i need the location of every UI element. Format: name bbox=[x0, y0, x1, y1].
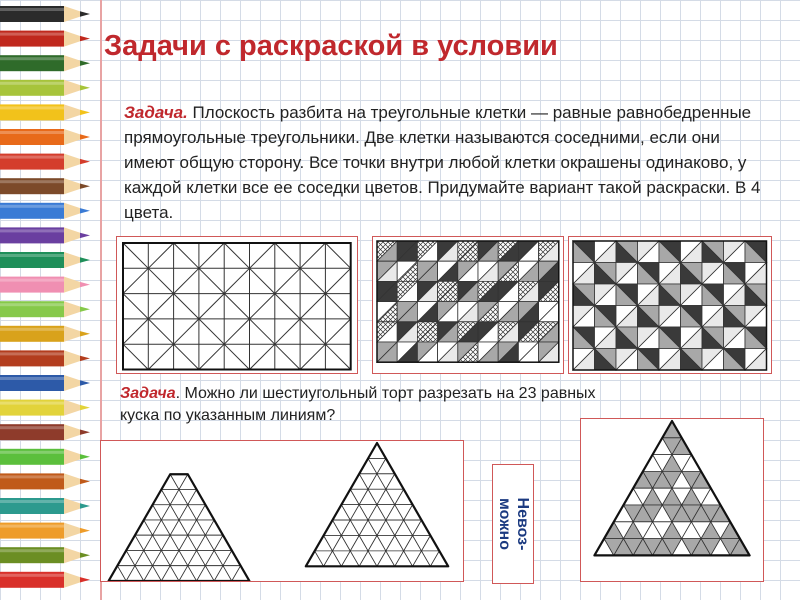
pencil bbox=[0, 227, 90, 243]
diagonal bbox=[224, 243, 249, 268]
diagonal bbox=[275, 344, 300, 369]
pencil-shine bbox=[0, 475, 64, 478]
diagonal bbox=[275, 268, 300, 293]
pencil-tip bbox=[80, 553, 90, 558]
diagonal bbox=[250, 344, 275, 369]
diagonal bbox=[123, 319, 148, 344]
diagonal bbox=[123, 268, 148, 293]
diagonal bbox=[123, 243, 148, 268]
pencil bbox=[0, 104, 90, 120]
diagonal bbox=[199, 243, 224, 268]
pencil-tip bbox=[80, 208, 90, 213]
pencil bbox=[0, 350, 90, 366]
pencil-tip bbox=[80, 159, 90, 164]
diagonal bbox=[300, 294, 325, 319]
diagonal bbox=[123, 344, 148, 369]
pencil-tip bbox=[80, 36, 90, 41]
task-2-label: Задача bbox=[120, 385, 176, 402]
task-2-body: . Можно ли шестиугольный торт разрезать на 23 равных куска по указанным линиям? bbox=[120, 385, 596, 424]
diagonal bbox=[300, 319, 325, 344]
pencil-shine bbox=[0, 205, 64, 208]
pencil-shine bbox=[0, 8, 64, 11]
colored-pencils-decoration bbox=[0, 0, 96, 600]
pencil-tip bbox=[80, 307, 90, 312]
hexagonal-cake-diagrams-panel bbox=[100, 440, 464, 582]
diagonal bbox=[325, 268, 350, 293]
diagonal bbox=[325, 243, 350, 268]
triangle-grid-hatched-panel bbox=[372, 236, 564, 374]
pencil-shine bbox=[0, 500, 64, 503]
pencil-tip bbox=[80, 110, 90, 115]
diagonal bbox=[275, 294, 300, 319]
pencil-tip bbox=[80, 405, 90, 410]
grid-lines bbox=[123, 243, 351, 370]
diagonal bbox=[123, 294, 148, 319]
pencil bbox=[0, 424, 90, 440]
pencil bbox=[0, 154, 90, 170]
pencil-tip bbox=[80, 61, 90, 66]
lattice-triangle bbox=[368, 443, 386, 458]
pencil-shine bbox=[0, 279, 64, 282]
pencil bbox=[0, 277, 90, 293]
pencil-tip bbox=[80, 331, 90, 336]
pencil-tip bbox=[80, 85, 90, 90]
pencil bbox=[0, 6, 90, 22]
diagonal bbox=[224, 344, 249, 369]
diagonal bbox=[224, 294, 249, 319]
diagonal bbox=[174, 243, 199, 268]
pencil-shine bbox=[0, 451, 64, 454]
pencil-tip bbox=[80, 528, 90, 533]
pencil-tip bbox=[80, 503, 90, 508]
pencil-tip bbox=[80, 282, 90, 287]
pencil-shine bbox=[0, 229, 64, 232]
pencil-shine bbox=[0, 33, 64, 36]
diagonal bbox=[224, 319, 249, 344]
task-1-text bbox=[124, 100, 764, 225]
task-1-body: Плоскость разбита на треугольные клетки — равные равнобедренные прямоугольные треугольники. Две клетки называются соседними, если они имеют общую сторону. Все точки внутри любой клетки окрашены одинаково, у каждой клетки все ее соседки цветов. Придумайте вариант такой раскраски. В 4 цвета. bbox=[124, 103, 761, 222]
pencil bbox=[0, 80, 90, 96]
triangle-grid-colored-panel bbox=[568, 236, 772, 374]
pencil bbox=[0, 523, 90, 539]
pencil-shine bbox=[0, 426, 64, 429]
pencil bbox=[0, 326, 90, 342]
pencil-shine bbox=[0, 574, 64, 577]
diagonal bbox=[250, 294, 275, 319]
pencil bbox=[0, 449, 90, 465]
page-title: Задачи с раскраской в условии bbox=[104, 30, 558, 62]
diagonal bbox=[199, 268, 224, 293]
pencil-shine bbox=[0, 106, 64, 109]
diagonal bbox=[199, 344, 224, 369]
diagonal bbox=[148, 294, 173, 319]
pencil-tip bbox=[80, 454, 90, 459]
pencil-shine bbox=[0, 82, 64, 85]
pencil-shine bbox=[0, 352, 64, 355]
pencil bbox=[0, 129, 90, 145]
diagonal bbox=[148, 243, 173, 268]
task-2-text bbox=[120, 383, 600, 427]
pencil bbox=[0, 498, 90, 514]
pencil-tip bbox=[80, 380, 90, 385]
pencil bbox=[0, 547, 90, 563]
pencil-shine bbox=[0, 303, 64, 306]
diagonal bbox=[148, 268, 173, 293]
colored-cake-diagram-panel bbox=[580, 418, 764, 582]
pencil-shine bbox=[0, 156, 64, 159]
pencil-shine bbox=[0, 180, 64, 183]
pencil bbox=[0, 31, 90, 47]
lattice-triangle bbox=[662, 421, 681, 438]
pencil bbox=[0, 400, 90, 416]
diagonal bbox=[325, 319, 350, 344]
pencil-tip bbox=[80, 479, 90, 484]
pencil bbox=[0, 473, 90, 489]
diagonal bbox=[148, 344, 173, 369]
diagonal bbox=[174, 344, 199, 369]
diagonal bbox=[250, 243, 275, 268]
diagonal bbox=[275, 319, 300, 344]
pencil-shine bbox=[0, 549, 64, 552]
pencil-tip bbox=[80, 233, 90, 238]
diagonal bbox=[300, 243, 325, 268]
pencil-tip bbox=[80, 11, 90, 16]
diagonal bbox=[174, 294, 199, 319]
pencil-tip bbox=[80, 257, 90, 262]
diagonal bbox=[300, 268, 325, 293]
triangle-grid-outline-panel bbox=[116, 236, 358, 374]
answer-box bbox=[492, 464, 534, 584]
pencil-tip bbox=[80, 430, 90, 435]
diagonal bbox=[325, 294, 350, 319]
pencil-tip bbox=[80, 134, 90, 139]
task-1-label: Задача. bbox=[124, 103, 188, 122]
pencil-shine bbox=[0, 402, 64, 405]
diagonal bbox=[199, 319, 224, 344]
pencil-shine bbox=[0, 131, 64, 134]
pencil-tip bbox=[80, 577, 90, 582]
pencil bbox=[0, 301, 90, 317]
pencil bbox=[0, 178, 90, 194]
pencil bbox=[0, 252, 90, 268]
pencil-shine bbox=[0, 57, 64, 60]
diagonal bbox=[300, 344, 325, 369]
diagonal bbox=[148, 319, 173, 344]
diagonal bbox=[325, 344, 350, 369]
diagonal bbox=[199, 294, 224, 319]
pencil bbox=[0, 572, 90, 588]
pencil-shine bbox=[0, 525, 64, 528]
pencil bbox=[0, 203, 90, 219]
answer-text: Невоз- можно bbox=[496, 497, 531, 551]
diagonal bbox=[250, 319, 275, 344]
pencil-shine bbox=[0, 328, 64, 331]
diagonal bbox=[250, 268, 275, 293]
pencil bbox=[0, 55, 90, 71]
pencil-tip bbox=[80, 184, 90, 189]
pencil bbox=[0, 375, 90, 391]
diagonal bbox=[275, 243, 300, 268]
diagonal bbox=[174, 319, 199, 344]
diagonal bbox=[224, 268, 249, 293]
pencil-shine bbox=[0, 377, 64, 380]
pencil-tip bbox=[80, 356, 90, 361]
pencil-shine bbox=[0, 254, 64, 257]
diagonal bbox=[174, 268, 199, 293]
